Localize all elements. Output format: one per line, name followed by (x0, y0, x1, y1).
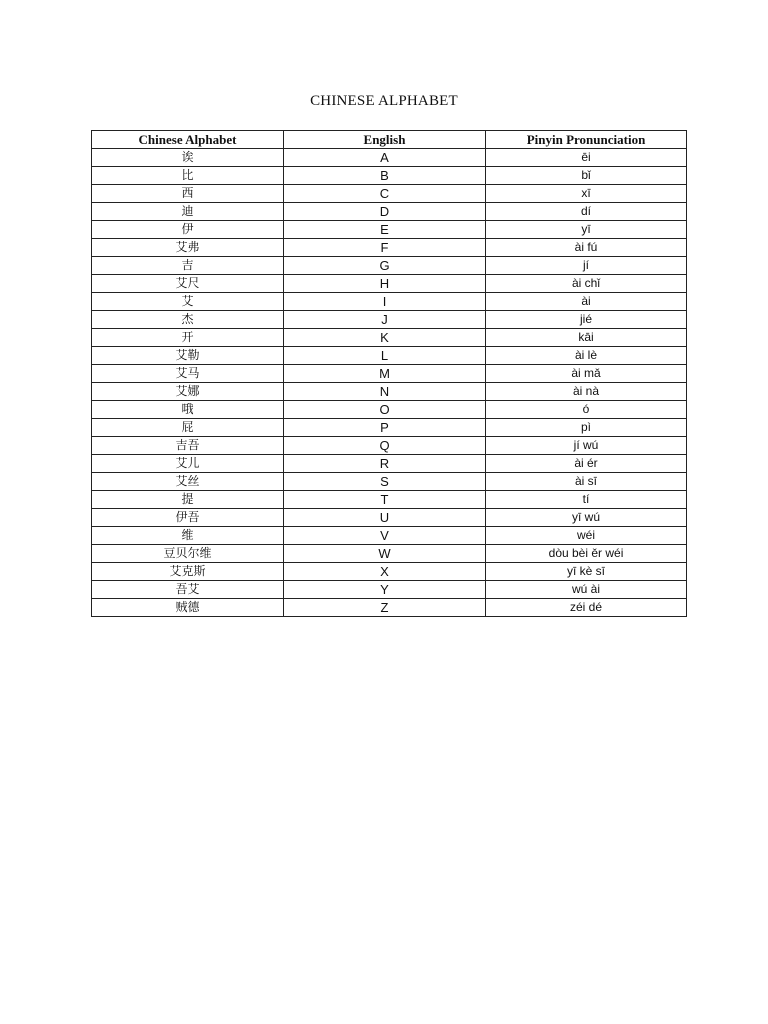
cell-pinyin: dòu bèi ěr wéi (486, 545, 687, 563)
cell-english-letter: U (284, 509, 486, 527)
page-title: CHINESE ALPHABET (310, 93, 458, 109)
table-row (92, 383, 687, 401)
table-row (92, 437, 687, 455)
alphabet-table (91, 130, 687, 617)
header-pinyin-pronunciation: Pinyin Pronunciation (486, 131, 687, 149)
cell-pinyin: ài ér (486, 455, 687, 473)
cell-pinyin: ó (486, 401, 687, 419)
cell-pinyin: ēi (486, 149, 687, 167)
cell-english-letter: E (284, 221, 486, 239)
cell-pinyin: yī kè sī (486, 563, 687, 581)
cell-chinese-character: 伊吾 (92, 509, 284, 527)
table-row (92, 599, 687, 617)
cell-chinese-character: 艾 (92, 293, 284, 311)
table-row (92, 167, 687, 185)
cell-chinese-character: 伊 (92, 221, 284, 239)
table-row (92, 419, 687, 437)
cell-english-letter: Z (284, 599, 486, 617)
cell-english-letter: V (284, 527, 486, 545)
table-row (92, 347, 687, 365)
table-row (92, 293, 687, 311)
cell-pinyin: ài mǎ (486, 365, 687, 383)
cell-pinyin: wéi (486, 527, 687, 545)
cell-chinese-character: 提 (92, 491, 284, 509)
table-row (92, 581, 687, 599)
cell-pinyin: pì (486, 419, 687, 437)
cell-pinyin: ài nà (486, 383, 687, 401)
table-row (92, 509, 687, 527)
cell-english-letter: F (284, 239, 486, 257)
cell-english-letter: P (284, 419, 486, 437)
cell-english-letter: W (284, 545, 486, 563)
cell-chinese-character: 杰 (92, 311, 284, 329)
table-row (92, 185, 687, 203)
cell-english-letter: J (284, 311, 486, 329)
cell-chinese-character: 贼德 (92, 599, 284, 617)
cell-chinese-character: 艾弗 (92, 239, 284, 257)
table-row (92, 149, 687, 167)
table-row (92, 401, 687, 419)
table-body (92, 149, 687, 617)
table-row (92, 563, 687, 581)
cell-chinese-character: 艾丝 (92, 473, 284, 491)
cell-chinese-character: 艾娜 (92, 383, 284, 401)
cell-chinese-character: 开 (92, 329, 284, 347)
cell-pinyin: ài (486, 293, 687, 311)
header-chinese-alphabet: Chinese Alphabet (92, 131, 284, 149)
table-row (92, 527, 687, 545)
cell-pinyin: tí (486, 491, 687, 509)
cell-chinese-character: 比 (92, 167, 284, 185)
cell-pinyin: kāi (486, 329, 687, 347)
cell-pinyin: jié (486, 311, 687, 329)
table-row (92, 545, 687, 563)
header-row (92, 131, 687, 149)
cell-chinese-character: 维 (92, 527, 284, 545)
cell-chinese-character: 哦 (92, 401, 284, 419)
cell-english-letter: X (284, 563, 486, 581)
cell-english-letter: Q (284, 437, 486, 455)
cell-english-letter: I (284, 293, 486, 311)
cell-english-letter: L (284, 347, 486, 365)
table-row (92, 239, 687, 257)
cell-pinyin: jí wú (486, 437, 687, 455)
cell-english-letter: H (284, 275, 486, 293)
table-row (92, 365, 687, 383)
table-row (92, 311, 687, 329)
cell-english-letter: N (284, 383, 486, 401)
table-row (92, 203, 687, 221)
table-row (92, 275, 687, 293)
cell-english-letter: T (284, 491, 486, 509)
table-row (92, 329, 687, 347)
cell-english-letter: M (284, 365, 486, 383)
cell-chinese-character: 吾艾 (92, 581, 284, 599)
cell-pinyin: xī (486, 185, 687, 203)
table-row (92, 221, 687, 239)
cell-pinyin: ài fú (486, 239, 687, 257)
table-header (92, 131, 687, 149)
table-row (92, 473, 687, 491)
cell-pinyin: wú ài (486, 581, 687, 599)
cell-chinese-character: 艾尺 (92, 275, 284, 293)
cell-pinyin: dí (486, 203, 687, 221)
cell-chinese-character: 西 (92, 185, 284, 203)
cell-chinese-character: 艾儿 (92, 455, 284, 473)
cell-chinese-character: 迪 (92, 203, 284, 221)
cell-pinyin: yī (486, 221, 687, 239)
cell-pinyin: ài chǐ (486, 275, 687, 293)
table-row (92, 455, 687, 473)
cell-english-letter: O (284, 401, 486, 419)
cell-pinyin: zéi dé (486, 599, 687, 617)
cell-chinese-character: 艾勒 (92, 347, 284, 365)
table-row (92, 257, 687, 275)
cell-chinese-character: 屁 (92, 419, 284, 437)
cell-chinese-character: 诶 (92, 149, 284, 167)
cell-pinyin: yī wú (486, 509, 687, 527)
cell-english-letter: R (284, 455, 486, 473)
cell-chinese-character: 吉吾 (92, 437, 284, 455)
cell-pinyin: jí (486, 257, 687, 275)
cell-pinyin: bǐ (486, 167, 687, 185)
cell-chinese-character: 豆贝尔维 (92, 545, 284, 563)
cell-english-letter: B (284, 167, 486, 185)
cell-pinyin: ài lè (486, 347, 687, 365)
cell-english-letter: K (284, 329, 486, 347)
cell-english-letter: G (284, 257, 486, 275)
table-row (92, 491, 687, 509)
cell-english-letter: C (284, 185, 486, 203)
cell-english-letter: S (284, 473, 486, 491)
cell-chinese-character: 吉 (92, 257, 284, 275)
cell-chinese-character: 艾马 (92, 365, 284, 383)
cell-english-letter: A (284, 149, 486, 167)
cell-english-letter: Y (284, 581, 486, 599)
cell-pinyin: ài sī (486, 473, 687, 491)
cell-chinese-character: 艾克斯 (92, 563, 284, 581)
header-english: English (284, 131, 486, 149)
cell-english-letter: D (284, 203, 486, 221)
